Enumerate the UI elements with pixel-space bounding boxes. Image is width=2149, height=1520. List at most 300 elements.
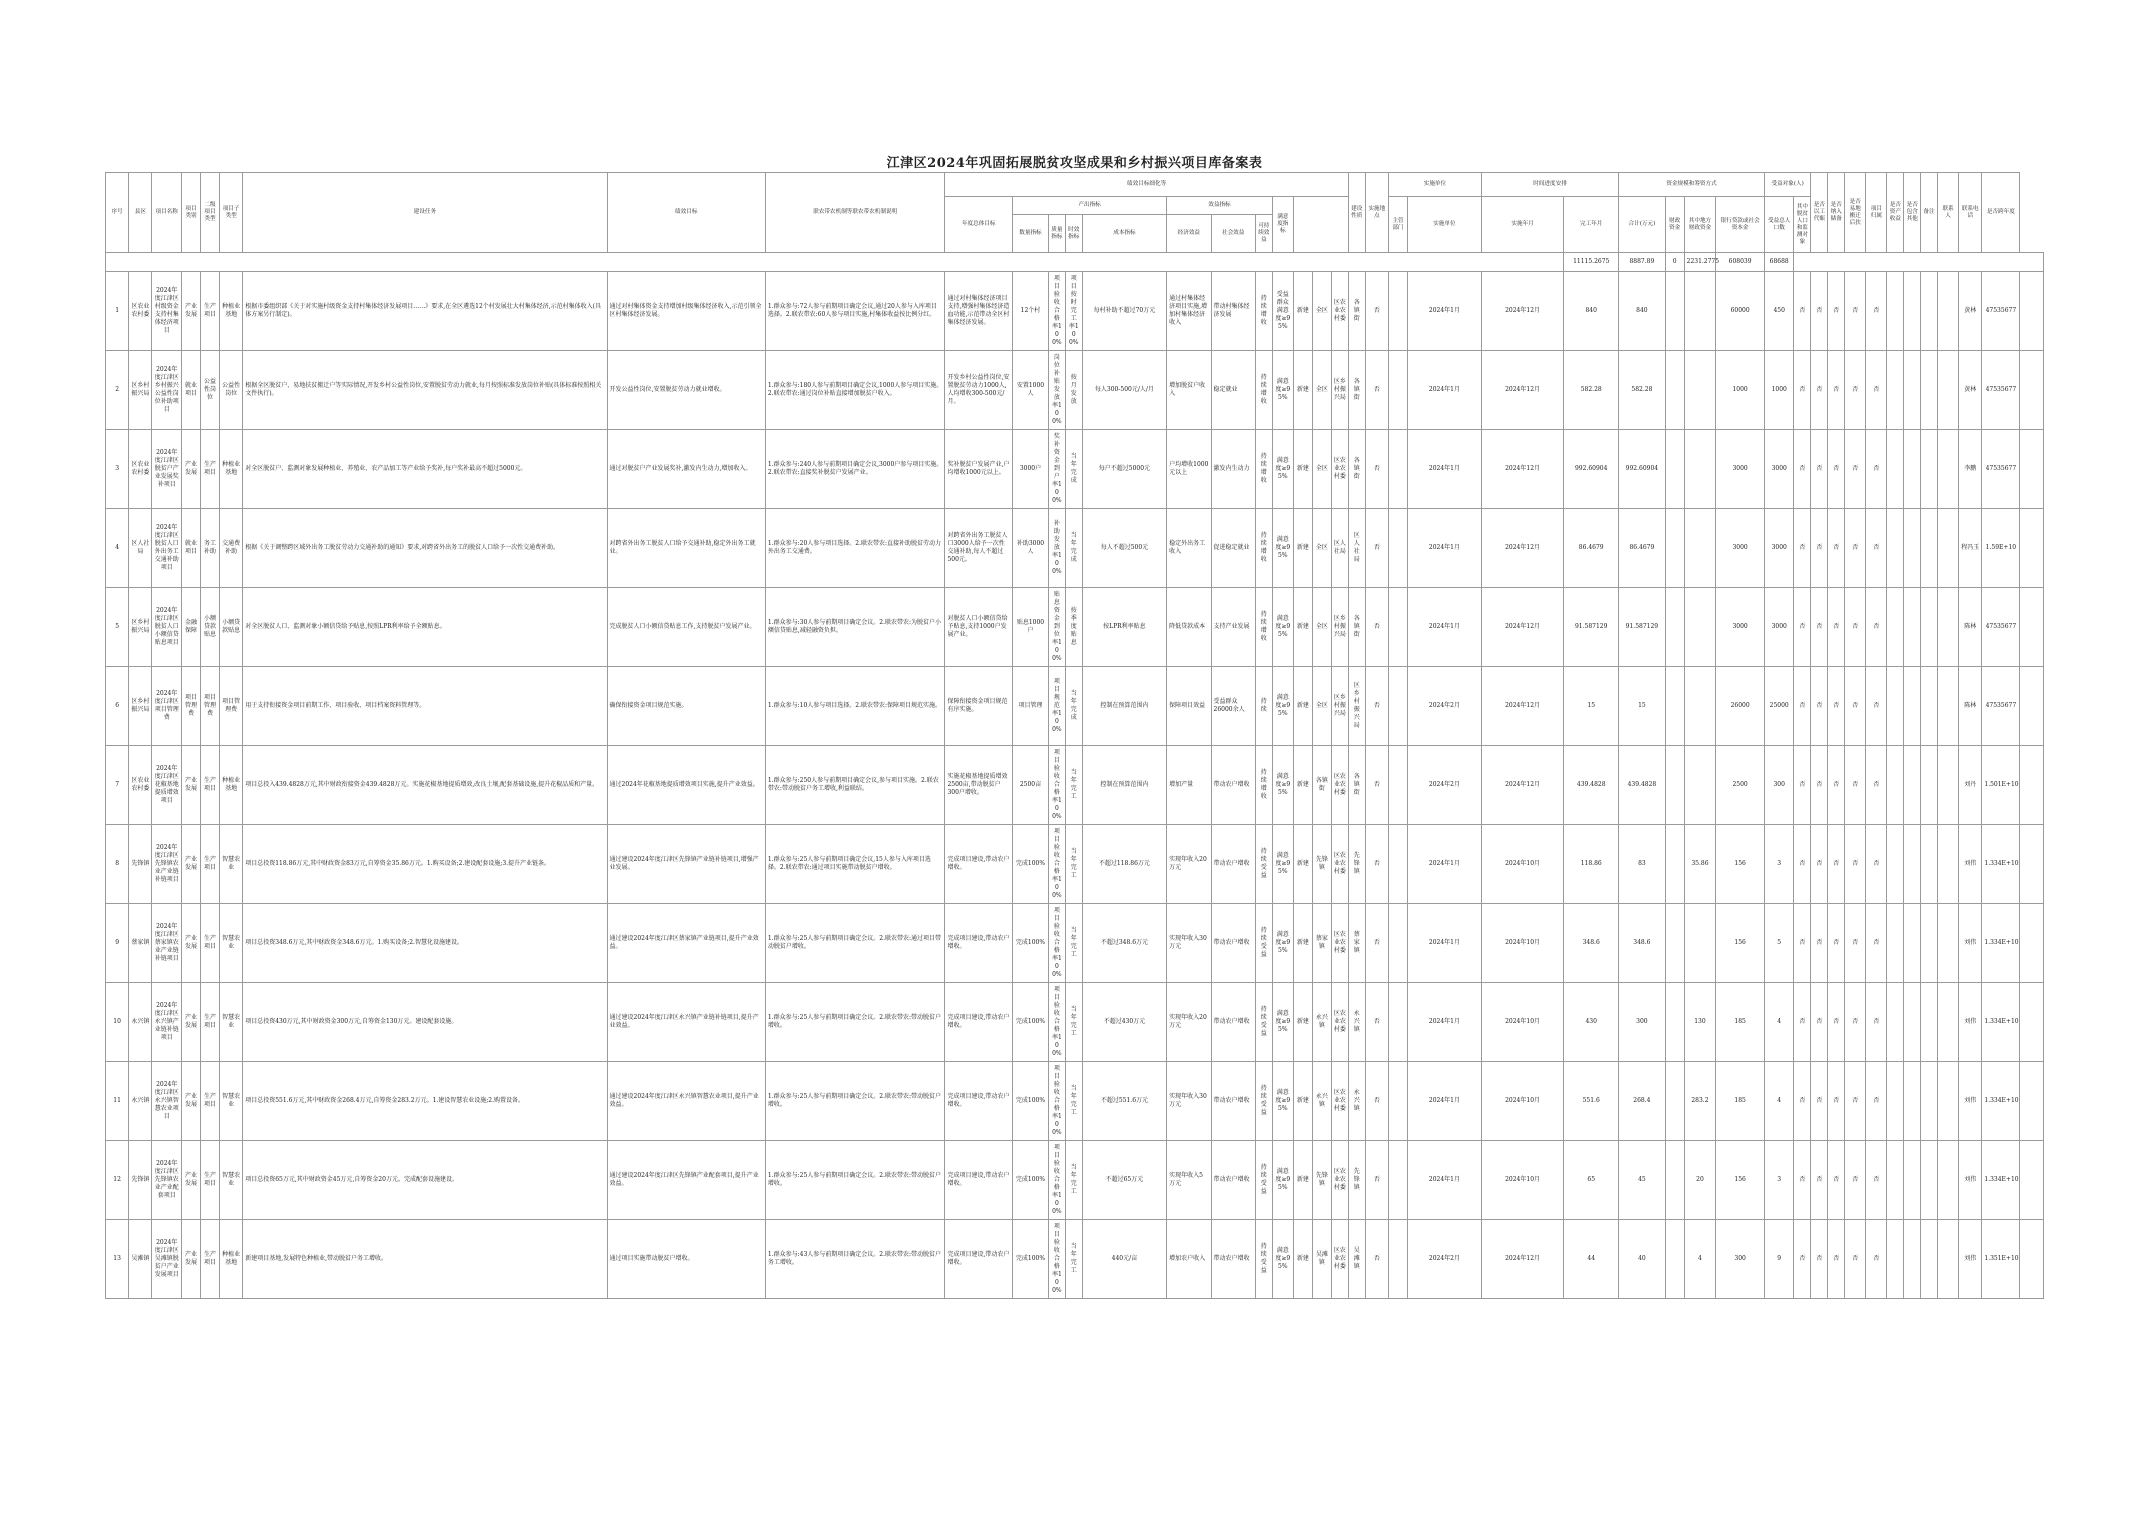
benef-poor-cell: 9: [1764, 1220, 1794, 1299]
cost-cell: 不超过551.6万元: [1082, 1062, 1166, 1141]
place-cell: 先锋镇: [1312, 825, 1331, 904]
header-flag1: 是否以工代赈: [1811, 173, 1828, 253]
header-flag6: 是否包含其他: [1904, 173, 1921, 253]
flag7-cell: [1904, 509, 1921, 588]
header-district: 县区: [129, 173, 152, 253]
impl-cell: 蔡家镇: [1348, 904, 1365, 983]
sustain-cell: 持续受益: [1255, 983, 1272, 1062]
satisfy-cell: 满意度≥95%: [1272, 509, 1293, 588]
content-cell: 用于支持衔接资金项目前期工作、项目验收、项目档案资料管理等。: [243, 667, 607, 746]
header-benef-poor: 其中脱贫人口和监测对象: [1794, 197, 1811, 253]
cross-cell: 否: [1365, 588, 1388, 667]
flag3-cell: 否: [1828, 272, 1845, 351]
flag7-cell: [1904, 746, 1921, 825]
phone-cell: 1.59E+10: [1982, 509, 2020, 588]
local-cell: [1665, 825, 1684, 904]
satisfy-cell: 受益群众满意度≥95%: [1272, 272, 1293, 351]
impl-cell: 先锋镇: [1348, 825, 1365, 904]
district-cell: 区人社局: [129, 509, 152, 588]
fiscal-cell: 439.4828: [1619, 746, 1665, 825]
contact-cell: 刘伟: [1959, 1220, 1982, 1299]
quality-cell: 项目验收合格率100%: [1048, 1141, 1065, 1220]
seq-cell: 5: [106, 588, 129, 667]
satisfy-cell: 满意度≥95%: [1272, 746, 1293, 825]
project-name-cell: 2024年度江津区吴滩镇脱贫户产业发展项目: [152, 1220, 182, 1299]
tail-cell: [2020, 746, 2044, 825]
flag7-cell: [1904, 1220, 1921, 1299]
header-seq: 序号: [106, 173, 129, 253]
benefit-cell: 1.群众参与:72人参与前期项目确定会议,通过20人参与入库项目选择。2.联农带农:60人参与项目实施,村集体收益按比例分红。: [765, 272, 945, 351]
social-cell: 带动农户增收: [1211, 746, 1255, 825]
start-cell: 2024年2月: [1407, 667, 1481, 746]
district-cell: 区农业农村委: [129, 272, 152, 351]
flag5-cell: 否: [1866, 904, 1887, 983]
flag4-cell: 否: [1845, 1062, 1866, 1141]
flag6-cell: [1887, 588, 1904, 667]
build-cell: 新建: [1293, 588, 1312, 667]
remark-cell: [1938, 904, 1959, 983]
header-construct: 建设性质: [1348, 173, 1365, 253]
header-output: 产出指标: [1013, 197, 1167, 215]
benef-poor-cell: 300: [1764, 746, 1794, 825]
charge-cell: 区人社局: [1331, 509, 1348, 588]
benef-poor-cell: 450: [1764, 272, 1794, 351]
flag2-cell: 否: [1811, 351, 1828, 430]
benefit-cell: 1.群众参与:180人参与前期项目确定会议,1000人参与项目实施。2.联农带农:通过岗位补贴直接增加脱贫户收入。: [765, 351, 945, 430]
header-perf-group: 绩效目标细化等: [945, 173, 1348, 197]
total-cell: 439.4828: [1564, 746, 1619, 825]
flag6-cell: [1887, 1141, 1904, 1220]
local-cell: [1665, 1141, 1684, 1220]
flag2-cell: 否: [1811, 667, 1828, 746]
total-cell: 582.28: [1564, 351, 1619, 430]
place-cell: 全区: [1312, 272, 1331, 351]
local-cell: [1665, 983, 1684, 1062]
total-cell: 65: [1564, 1141, 1619, 1220]
satisfy-cell: 满意度≥95%: [1272, 351, 1293, 430]
benef-all-cell: 3000: [1716, 588, 1765, 667]
header-start: 实施年月: [1481, 197, 1563, 253]
benefit-cell: 1.群众参与:25人参与前期项目确定会议。2.联农带农:带动脱贫户增收。: [765, 983, 945, 1062]
project-name-cell: 2024年度江津区先锋镇农业产业配套项目: [152, 1141, 182, 1220]
econ-cell: 降低贷款成本: [1167, 588, 1211, 667]
contact-cell: 陈林: [1959, 667, 1982, 746]
place-cell: 各镇街: [1312, 746, 1331, 825]
flag8-cell: [1921, 667, 1938, 746]
header-benef-all: 受益总人口数: [1764, 197, 1794, 253]
remark-cell: [1938, 983, 1959, 1062]
charge-cell: 区农业农村委: [1331, 983, 1348, 1062]
benef-poor-cell: 3000: [1764, 430, 1794, 509]
start-cell: 2024年1月: [1407, 430, 1481, 509]
seq-cell: 13: [106, 1220, 129, 1299]
charge-cell: 区乡村振兴局: [1331, 588, 1348, 667]
contact-cell: 刘伟: [1959, 983, 1982, 1062]
start-cell: 2024年1月: [1407, 1141, 1481, 1220]
flag6-cell: [1887, 272, 1904, 351]
header-type2: 二级项目类型: [201, 173, 220, 253]
header-time: 时效指标: [1065, 215, 1082, 253]
table-row: [106, 1062, 2044, 1141]
flag2-cell: 否: [1811, 746, 1828, 825]
flag3-cell: 否: [1828, 1062, 1845, 1141]
flag5-cell: 否: [1866, 983, 1887, 1062]
benefit-cell: 1.群众参与:25人参与前期项目确定会议,15人参与入库项目选择。2.联农带农:通过项目实施带动脱贫户增收。: [765, 825, 945, 904]
end-cell: 2024年10月: [1481, 825, 1563, 904]
flag1-cell: 否: [1794, 351, 1811, 430]
charge-cell: 区农业农村委: [1331, 1220, 1348, 1299]
cost-cell: 按LPR利率贴息: [1082, 588, 1166, 667]
benef-all-cell: 1000: [1716, 351, 1765, 430]
empty-cell: [1388, 983, 1407, 1062]
project-name-cell: 2024年度江津区永兴镇产业链补链项目: [152, 983, 182, 1062]
tail-cell: [2020, 272, 2044, 351]
total-cell: 91.587129: [1564, 588, 1619, 667]
benef-all-cell: 185: [1716, 983, 1765, 1062]
end-cell: 2024年12月: [1481, 351, 1563, 430]
local-cell: [1665, 272, 1684, 351]
total-cell: 840: [1564, 272, 1619, 351]
cross-cell: 否: [1365, 1141, 1388, 1220]
sustain-cell: 持续增收: [1255, 272, 1272, 351]
start-cell: 2024年1月: [1407, 904, 1481, 983]
flag3-cell: 否: [1828, 1220, 1845, 1299]
flag5-cell: 否: [1866, 588, 1887, 667]
header-end: 完工年月: [1564, 197, 1619, 253]
contact-cell: 刘丹: [1959, 746, 1982, 825]
econ-cell: 实现年收入20万元: [1167, 983, 1211, 1062]
annual-goal-cell: 奖补脱贫户发展产业,户均增收1000元以上。: [945, 430, 1013, 509]
phone-cell: 47535677: [1982, 430, 2020, 509]
flag4-cell: 否: [1845, 746, 1866, 825]
project-name-cell: 2024年度江津区村级资金支持村集体经济项目: [152, 272, 182, 351]
summary-benef-poor: 68688: [1764, 253, 1794, 272]
total-cell: 86.4679: [1564, 509, 1619, 588]
benefit-cell: 1.群众参与:240人参与前期项目确定会议,3000户参与项目实施。2.联农带农:直接奖补脱贫户发展产业。: [765, 430, 945, 509]
header-econ: 经济效益: [1167, 215, 1211, 253]
benef-all-cell: 156: [1716, 904, 1765, 983]
econ-cell: 增加产量: [1167, 746, 1211, 825]
remark-cell: [1938, 746, 1959, 825]
time-cell: 当年完工: [1065, 746, 1082, 825]
end-cell: 2024年10月: [1481, 983, 1563, 1062]
flag6-cell: [1887, 904, 1904, 983]
start-cell: 2024年1月: [1407, 351, 1481, 430]
qty-cell: 2500亩: [1013, 746, 1049, 825]
type2-cell: 生产项目: [201, 1062, 220, 1141]
sustain-cell: 持续增收: [1255, 588, 1272, 667]
flag1-cell: 否: [1794, 983, 1811, 1062]
flag5-cell: 否: [1866, 1062, 1887, 1141]
type1-cell: 金融保障: [182, 588, 201, 667]
header-flag2: 是否纳入储备: [1828, 173, 1845, 253]
quality-cell: 项目验收合格率100%: [1048, 746, 1065, 825]
project-name-cell: 2024年度江津区项目管理费: [152, 667, 182, 746]
flag6-cell: [1887, 746, 1904, 825]
cost-cell: 控制在预算范围内: [1082, 746, 1166, 825]
flag1-cell: 否: [1794, 1141, 1811, 1220]
goal-cell: 通过建设2024年度江津区先锋镇产业链补链项目,增强产业发展。: [607, 825, 765, 904]
empty-cell: [1388, 430, 1407, 509]
type1-cell: 产业发展: [182, 904, 201, 983]
flag5-cell: 否: [1866, 825, 1887, 904]
cross-cell: 否: [1365, 825, 1388, 904]
benefit-cell: 1.群众参与:10人参与项目选择。2.联农带农:保障项目规范实施。: [765, 667, 945, 746]
sustain-cell: 持续受益: [1255, 1141, 1272, 1220]
flag6-cell: [1887, 1220, 1904, 1299]
subtype-cell: 项目管理费: [220, 667, 243, 746]
type2-cell: 生产项目: [201, 904, 220, 983]
flag1-cell: 否: [1794, 904, 1811, 983]
bank-cell: [1684, 667, 1716, 746]
cost-cell: 控制在预算范围内: [1082, 667, 1166, 746]
charge-cell: 区农业农村委: [1331, 825, 1348, 904]
flag2-cell: 否: [1811, 509, 1828, 588]
place-cell: 全区: [1312, 509, 1331, 588]
time-cell: 项目按时完工率100%: [1065, 272, 1082, 351]
cross-cell: 否: [1365, 746, 1388, 825]
econ-cell: 稳定外出务工收入: [1167, 509, 1211, 588]
social-cell: 带动农户增收: [1211, 904, 1255, 983]
phone-cell: 1.351E+10: [1982, 1220, 2020, 1299]
satisfy-cell: 满意度≥95%: [1272, 825, 1293, 904]
build-cell: 新建: [1293, 825, 1312, 904]
social-cell: 带动农户增收: [1211, 825, 1255, 904]
local-cell: [1665, 430, 1684, 509]
sustain-cell: 持续增收: [1255, 351, 1272, 430]
flag6-cell: [1887, 825, 1904, 904]
header-flag5: 是否资产收益: [1887, 173, 1904, 253]
benefit-cell: 1.群众参与:25人参与前期项目确定会议。2.联农带农:通过项目带动脱贫户增收。: [765, 904, 945, 983]
total-cell: 348.6: [1564, 904, 1619, 983]
benef-poor-cell: 3: [1764, 1141, 1794, 1220]
header-flag3: 是否易地搬迁后扶: [1845, 173, 1866, 253]
type1-cell: 就业项目: [182, 351, 201, 430]
time-cell: 当年完工: [1065, 1141, 1082, 1220]
end-cell: 2024年12月: [1481, 588, 1563, 667]
bank-cell: 20: [1684, 1141, 1716, 1220]
econ-cell: 实现年收入30万元: [1167, 1062, 1211, 1141]
benef-all-cell: 156: [1716, 825, 1765, 904]
flag7-cell: [1904, 825, 1921, 904]
social-cell: 带动村集体经济发展: [1211, 272, 1255, 351]
table-row: [106, 746, 2044, 825]
place-cell: 吴滩镇: [1312, 1220, 1331, 1299]
flag8-cell: [1921, 1062, 1938, 1141]
annual-goal-cell: 对跨省外出务工脱贫人口3000人给予一次性交通补助,每人不超过500元。: [945, 509, 1013, 588]
header-plan-group: 时间进度安排: [1481, 173, 1618, 197]
goal-cell: 通过建设2024年度江津区蔡家镇产业链项目,提升产业效益。: [607, 904, 765, 983]
empty-cell: [1388, 272, 1407, 351]
sustain-cell: 持续增收: [1255, 430, 1272, 509]
social-cell: 促进稳定就业: [1211, 509, 1255, 588]
tail-cell: [2020, 1220, 2044, 1299]
subtype-cell: 交通费补助: [220, 509, 243, 588]
header-fiscal: 财政资金: [1665, 197, 1684, 253]
cross-cell: 否: [1365, 351, 1388, 430]
phone-cell: 1.334E+10: [1982, 825, 2020, 904]
content-cell: 项目总投资348.6万元,其中财政资金348.6万元。1.购买设备;2.智慧化设施建设。: [243, 904, 607, 983]
empty-cell: [1388, 825, 1407, 904]
header-satisfy: 满意度指标: [1272, 197, 1293, 253]
phone-cell: 47535677: [1982, 351, 2020, 430]
flag7-cell: [1904, 430, 1921, 509]
district-cell: 蔡家镇: [129, 904, 152, 983]
end-cell: 2024年12月: [1481, 746, 1563, 825]
social-cell: 带动农户增收: [1211, 1141, 1255, 1220]
flag6-cell: [1887, 1062, 1904, 1141]
econ-cell: 增加农户收入: [1167, 1220, 1211, 1299]
flag8-cell: [1921, 351, 1938, 430]
fiscal-cell: 582.28: [1619, 351, 1665, 430]
cross-cell: 否: [1365, 667, 1388, 746]
table-row: [106, 272, 2044, 351]
header-remark: 备注: [1921, 173, 1938, 253]
type1-cell: 产业发展: [182, 825, 201, 904]
charge-cell: 区农业农村委: [1331, 430, 1348, 509]
type2-cell: 生产项目: [201, 746, 220, 825]
tail-cell: [2020, 983, 2044, 1062]
type1-cell: 产业发展: [182, 272, 201, 351]
econ-cell: 实现年收入5万元: [1167, 1141, 1211, 1220]
empty-cell: [1388, 351, 1407, 430]
sustain-cell: 持续受益: [1255, 1220, 1272, 1299]
seq-cell: 10: [106, 983, 129, 1062]
benef-poor-cell: 3000: [1764, 588, 1794, 667]
cross-cell: 否: [1365, 1220, 1388, 1299]
benefit-cell: 1.群众参与:25人参与前期项目确定会议。2.联农带农:带动脱贫户增收。: [765, 1062, 945, 1141]
flag8-cell: [1921, 904, 1938, 983]
benef-all-cell: 156: [1716, 1141, 1765, 1220]
place-cell: 全区: [1312, 667, 1331, 746]
flag8-cell: [1921, 588, 1938, 667]
flag1-cell: 否: [1794, 430, 1811, 509]
place-cell: 蔡家镇: [1312, 904, 1331, 983]
district-cell: 区乡村振兴局: [129, 351, 152, 430]
quality-cell: 项目验收合格率100%: [1048, 272, 1065, 351]
social-cell: 激发内生动力: [1211, 430, 1255, 509]
benef-all-cell: 26000: [1716, 667, 1765, 746]
local-cell: [1665, 746, 1684, 825]
header-content: 建设任务: [243, 173, 607, 253]
flag5-cell: 否: [1866, 1141, 1887, 1220]
qty-cell: 完成100%: [1013, 983, 1049, 1062]
impl-cell: 各镇街: [1348, 588, 1365, 667]
end-cell: 2024年10月: [1481, 1141, 1563, 1220]
type2-cell: 生产项目: [201, 825, 220, 904]
place-cell: 全区: [1312, 351, 1331, 430]
start-cell: 2024年1月: [1407, 509, 1481, 588]
header-total: 合计(万元): [1619, 197, 1665, 253]
project-name-cell: 2024年度江津区永兴镇智慧农业项目: [152, 1062, 182, 1141]
flag8-cell: [1921, 1220, 1938, 1299]
quality-cell: 奖补资金到户率100%: [1048, 430, 1065, 509]
start-cell: 2024年2月: [1407, 1220, 1481, 1299]
social-cell: 带动农户增收: [1211, 983, 1255, 1062]
subtype-cell: 智慧农业: [220, 825, 243, 904]
header-local: 其中地方财政资金: [1684, 197, 1716, 253]
annual-goal-cell: 保障衔接资金项目规范有序实施。: [945, 667, 1013, 746]
bank-cell: 283.2: [1684, 1062, 1716, 1141]
remark-cell: [1938, 1141, 1959, 1220]
district-cell: 区乡村振兴局: [129, 667, 152, 746]
build-cell: 新建: [1293, 667, 1312, 746]
flag1-cell: 否: [1794, 746, 1811, 825]
time-cell: 当年完工: [1065, 983, 1082, 1062]
empty-cell: [1388, 509, 1407, 588]
sustain-cell: 持续受益: [1255, 825, 1272, 904]
start-cell: 2024年1月: [1407, 272, 1481, 351]
summary-local: 0: [1665, 253, 1684, 272]
impl-cell: 区人社局: [1348, 509, 1365, 588]
bank-cell: [1684, 588, 1716, 667]
qty-cell: 完成100%: [1013, 1141, 1049, 1220]
phone-cell: 47535677: [1982, 588, 2020, 667]
district-cell: 区农业农村委: [129, 430, 152, 509]
local-cell: [1665, 509, 1684, 588]
table-row: [106, 588, 2044, 667]
qty-cell: 安置1000人: [1013, 351, 1049, 430]
satisfy-cell: 满意度≥95%: [1272, 1141, 1293, 1220]
flag6-cell: [1887, 430, 1904, 509]
impl-cell: 先锋镇: [1348, 1141, 1365, 1220]
quality-cell: 项目验收合格率100%: [1048, 825, 1065, 904]
header-implement: 实施单位: [1407, 197, 1481, 253]
flag3-cell: 否: [1828, 667, 1845, 746]
header-social: 社会效益: [1211, 215, 1255, 253]
social-cell: 受益群众26000余人: [1211, 667, 1255, 746]
charge-cell: 区农业农村委: [1331, 1062, 1348, 1141]
place-cell: 先锋镇: [1312, 1141, 1331, 1220]
benef-poor-cell: 3: [1764, 825, 1794, 904]
econ-cell: 实现年收入20万元: [1167, 825, 1211, 904]
flag1-cell: 否: [1794, 272, 1811, 351]
quality-cell: 项目验收合格率100%: [1048, 1220, 1065, 1299]
type1-cell: 就业项目: [182, 509, 201, 588]
district-cell: 永兴镇: [129, 983, 152, 1062]
table-row: [106, 351, 2044, 430]
social-cell: 稳定就业: [1211, 351, 1255, 430]
flag5-cell: 否: [1866, 430, 1887, 509]
flag3-cell: 否: [1828, 1141, 1845, 1220]
flag6-cell: [1887, 351, 1904, 430]
summary-total: 11115.2675: [1564, 253, 1619, 272]
district-cell: 先锋镇: [129, 825, 152, 904]
tail-cell: [2020, 351, 2044, 430]
qty-cell: 完成100%: [1013, 1062, 1049, 1141]
end-cell: 2024年12月: [1481, 1220, 1563, 1299]
content-cell: 对全区脱贫户、监测对象发展种植业、养殖业、农产品加工等产业给予奖补,每户奖补最高不超过5000元。: [243, 430, 607, 509]
total-cell: 44: [1564, 1220, 1619, 1299]
table-row: [106, 1220, 2044, 1299]
flag7-cell: [1904, 904, 1921, 983]
annual-goal-cell: 完成项目建设,带动农户增收。: [945, 825, 1013, 904]
local-cell: [1665, 1220, 1684, 1299]
phone-cell: 1.334E+10: [1982, 904, 2020, 983]
header-sustain-spacer: [1293, 197, 1348, 253]
project-name-cell: 2024年度江津区蔡家镇农业产业链补链项目: [152, 904, 182, 983]
impl-cell: 永兴镇: [1348, 983, 1365, 1062]
place-cell: 永兴镇: [1312, 1062, 1331, 1141]
total-cell: 430: [1564, 983, 1619, 1062]
annual-goal-cell: 通过对村集体经济项目支持,增强村集体经济造血功能,示范带动全区村集体经济发展。: [945, 272, 1013, 351]
place-cell: 永兴镇: [1312, 983, 1331, 1062]
build-cell: 新建: [1293, 1062, 1312, 1141]
flag2-cell: 否: [1811, 983, 1828, 1062]
qty-cell: 12个村: [1013, 272, 1049, 351]
cost-cell: 不超过430万元: [1082, 983, 1166, 1062]
flag7-cell: [1904, 588, 1921, 667]
